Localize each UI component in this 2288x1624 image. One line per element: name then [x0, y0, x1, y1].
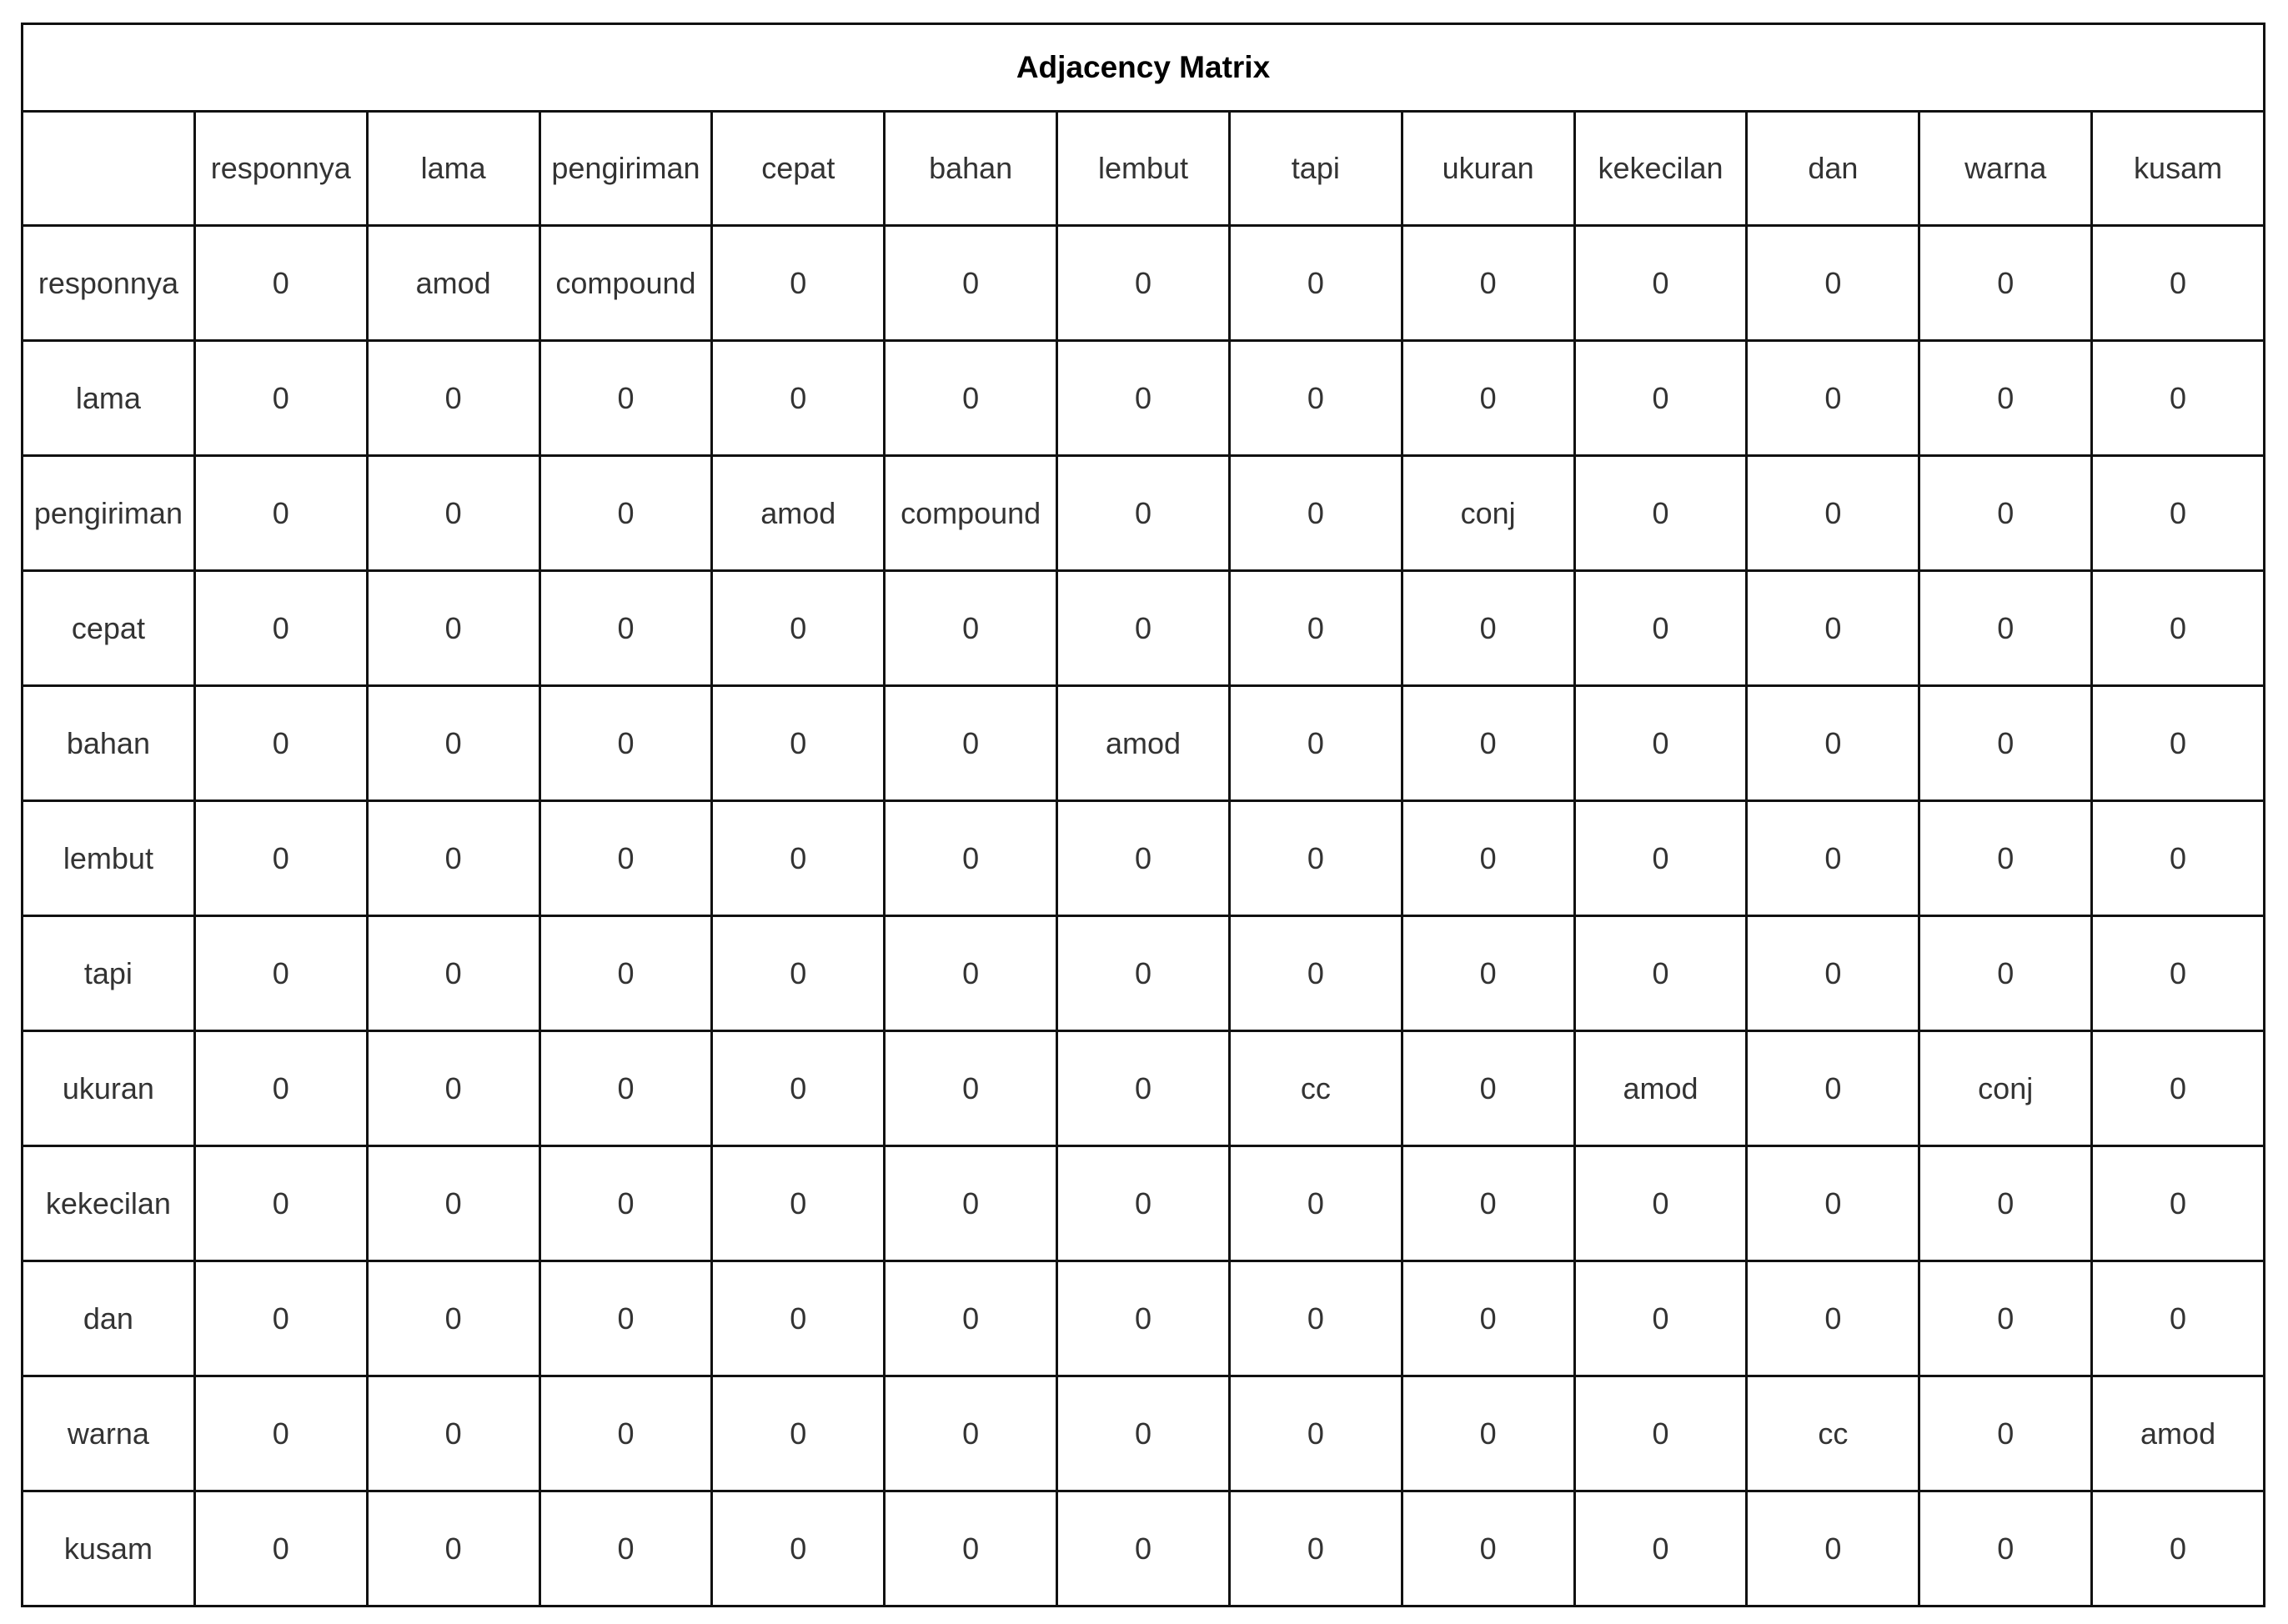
matrix-cell: 0 — [1229, 1491, 1402, 1606]
matrix-cell: amod — [2092, 1376, 2265, 1491]
matrix-cell: 0 — [194, 1031, 367, 1146]
column-header: lembut — [1057, 112, 1230, 226]
matrix-cell: 0 — [1229, 686, 1402, 801]
matrix-cell: 0 — [1574, 1491, 1747, 1606]
column-header: ukuran — [1402, 112, 1574, 226]
matrix-cell: 0 — [1574, 341, 1747, 456]
matrix-cell: 0 — [712, 1376, 885, 1491]
matrix-cell: 0 — [194, 801, 367, 916]
matrix-cell: 0 — [367, 916, 539, 1031]
matrix-cell: 0 — [1747, 571, 1919, 686]
matrix-cell: compound — [539, 226, 712, 341]
matrix-cell: 0 — [1057, 1261, 1230, 1376]
matrix-cell: 0 — [712, 1031, 885, 1146]
matrix-cell: 0 — [1574, 571, 1747, 686]
matrix-cell: 0 — [1229, 801, 1402, 916]
matrix-cell: 0 — [885, 1491, 1057, 1606]
matrix-cell: 0 — [885, 801, 1057, 916]
column-header: bahan — [885, 112, 1057, 226]
column-header: warna — [1919, 112, 2092, 226]
matrix-cell: 0 — [2092, 571, 2265, 686]
matrix-cell: 0 — [539, 1261, 712, 1376]
matrix-cell: 0 — [194, 1261, 367, 1376]
matrix-cell: 0 — [194, 456, 367, 571]
matrix-cell: 0 — [712, 226, 885, 341]
matrix-cell: 0 — [367, 571, 539, 686]
matrix-cell: 0 — [885, 226, 1057, 341]
matrix-cell: 0 — [2092, 226, 2265, 341]
matrix-cell: 0 — [1057, 1146, 1230, 1261]
matrix-cell: 0 — [885, 686, 1057, 801]
matrix-cell: 0 — [367, 1261, 539, 1376]
matrix-cell: 0 — [194, 1491, 367, 1606]
matrix-cell: 0 — [1057, 1491, 1230, 1606]
matrix-cell: 0 — [1229, 456, 1402, 571]
row-header: ukuran — [23, 1031, 195, 1146]
matrix-cell: 0 — [1229, 226, 1402, 341]
matrix-cell: 0 — [1229, 1376, 1402, 1491]
matrix-cell: 0 — [1747, 686, 1919, 801]
matrix-cell: 0 — [885, 571, 1057, 686]
matrix-cell: 0 — [1747, 1146, 1919, 1261]
table-row — [23, 571, 2265, 686]
matrix-cell: 0 — [1402, 226, 1574, 341]
matrix-cell: 0 — [194, 571, 367, 686]
matrix-cell: 0 — [712, 686, 885, 801]
column-header: dan — [1747, 112, 1919, 226]
column-header: kusam — [2092, 112, 2265, 226]
matrix-cell: 0 — [2092, 341, 2265, 456]
column-header-row — [23, 112, 2265, 226]
column-header: lama — [367, 112, 539, 226]
matrix-cell: 0 — [2092, 686, 2265, 801]
matrix-cell: 0 — [367, 1031, 539, 1146]
matrix-cell: 0 — [194, 1146, 367, 1261]
matrix-cell: cc — [1229, 1031, 1402, 1146]
column-header: tapi — [1229, 112, 1402, 226]
matrix-cell: 0 — [885, 1261, 1057, 1376]
matrix-cell: 0 — [539, 1031, 712, 1146]
matrix-cell: 0 — [539, 571, 712, 686]
matrix-cell: 0 — [2092, 916, 2265, 1031]
table-row — [23, 686, 2265, 801]
column-header: kekecilan — [1574, 112, 1747, 226]
matrix-cell: 0 — [2092, 456, 2265, 571]
column-header: pengiriman — [539, 112, 712, 226]
matrix-cell: 0 — [1919, 226, 2092, 341]
matrix-cell: amod — [712, 456, 885, 571]
matrix-cell: 0 — [1057, 801, 1230, 916]
matrix-cell: 0 — [367, 686, 539, 801]
matrix-cell: 0 — [1574, 456, 1747, 571]
matrix-cell: 0 — [1574, 226, 1747, 341]
matrix-cell: 0 — [1402, 571, 1574, 686]
matrix-cell: amod — [367, 226, 539, 341]
row-header: lembut — [23, 801, 195, 916]
matrix-cell: 0 — [885, 1376, 1057, 1491]
row-header: tapi — [23, 916, 195, 1031]
matrix-cell: 0 — [539, 801, 712, 916]
matrix-cell: 0 — [1057, 226, 1230, 341]
table-row — [23, 226, 2265, 341]
matrix-cell: 0 — [367, 1491, 539, 1606]
adjacency-matrix-table — [21, 23, 2265, 1607]
matrix-cell: 0 — [194, 916, 367, 1031]
matrix-cell: 0 — [539, 341, 712, 456]
matrix-cell: 0 — [2092, 1031, 2265, 1146]
matrix-cell: 0 — [1747, 226, 1919, 341]
matrix-cell: 0 — [1229, 341, 1402, 456]
matrix-cell: 0 — [1747, 801, 1919, 916]
matrix-cell: 0 — [1057, 1376, 1230, 1491]
matrix-cell: 0 — [539, 1146, 712, 1261]
matrix-cell: 0 — [1919, 1261, 2092, 1376]
matrix-cell: 0 — [1402, 1261, 1574, 1376]
matrix-cell: cc — [1747, 1376, 1919, 1491]
matrix-cell: 0 — [194, 341, 367, 456]
table-row — [23, 1376, 2265, 1491]
matrix-cell: 0 — [885, 1146, 1057, 1261]
matrix-cell: 0 — [367, 341, 539, 456]
matrix-cell: 0 — [1747, 1031, 1919, 1146]
matrix-cell: 0 — [1574, 1261, 1747, 1376]
matrix-cell: 0 — [2092, 1146, 2265, 1261]
matrix-cell: 0 — [367, 1146, 539, 1261]
matrix-cell: 0 — [712, 801, 885, 916]
table-row — [23, 1031, 2265, 1146]
matrix-cell: 0 — [367, 801, 539, 916]
row-header: warna — [23, 1376, 195, 1491]
row-header: pengiriman — [23, 456, 195, 571]
matrix-cell: 0 — [1402, 686, 1574, 801]
matrix-cell: 0 — [1402, 1146, 1574, 1261]
matrix-cell: 0 — [2092, 1491, 2265, 1606]
matrix-cell: 0 — [1402, 1031, 1574, 1146]
matrix-cell: 0 — [1919, 1146, 2092, 1261]
table-row — [23, 341, 2265, 456]
matrix-cell: 0 — [2092, 801, 2265, 916]
matrix-cell: 0 — [1747, 341, 1919, 456]
column-header: cepat — [712, 112, 885, 226]
matrix-cell: 0 — [1057, 916, 1230, 1031]
matrix-cell: 0 — [712, 1146, 885, 1261]
matrix-cell: amod — [1574, 1031, 1747, 1146]
matrix-cell: 0 — [712, 341, 885, 456]
matrix-cell: 0 — [1574, 916, 1747, 1031]
matrix-cell: 0 — [367, 456, 539, 571]
matrix-title: Adjacency Matrix — [23, 24, 2265, 112]
matrix-cell: 0 — [712, 916, 885, 1031]
matrix-cell: 0 — [1574, 1146, 1747, 1261]
matrix-cell: 0 — [1402, 1491, 1574, 1606]
table-row — [23, 801, 2265, 916]
matrix-cell: 0 — [1574, 1376, 1747, 1491]
matrix-cell: 0 — [194, 686, 367, 801]
matrix-cell: 0 — [539, 1376, 712, 1491]
matrix-cell: 0 — [1402, 801, 1574, 916]
matrix-cell: 0 — [1919, 686, 2092, 801]
matrix-cell: 0 — [1747, 456, 1919, 571]
matrix-cell: 0 — [1747, 916, 1919, 1031]
matrix-cell: 0 — [712, 571, 885, 686]
row-header: cepat — [23, 571, 195, 686]
row-header: kusam — [23, 1491, 195, 1606]
matrix-cell: 0 — [1229, 1146, 1402, 1261]
matrix-cell: 0 — [1919, 341, 2092, 456]
matrix-cell: 0 — [539, 916, 712, 1031]
matrix-cell: 0 — [539, 686, 712, 801]
matrix-cell: 0 — [194, 1376, 367, 1491]
matrix-cell: 0 — [885, 341, 1057, 456]
row-header: kekecilan — [23, 1146, 195, 1261]
row-header: dan — [23, 1261, 195, 1376]
matrix-cell: 0 — [1057, 456, 1230, 571]
table-row — [23, 1491, 2265, 1606]
row-header: bahan — [23, 686, 195, 801]
matrix-cell: 0 — [194, 226, 367, 341]
title-row — [23, 24, 2265, 112]
column-header: responnya — [194, 112, 367, 226]
matrix-cell: 0 — [1919, 571, 2092, 686]
matrix-cell: 0 — [1057, 341, 1230, 456]
matrix-cell: 0 — [1229, 1261, 1402, 1376]
matrix-cell: compound — [885, 456, 1057, 571]
matrix-cell: 0 — [1057, 571, 1230, 686]
matrix-cell: 0 — [1747, 1491, 1919, 1606]
matrix-cell: 0 — [1574, 686, 1747, 801]
matrix-cell: 0 — [885, 916, 1057, 1031]
matrix-cell: 0 — [712, 1491, 885, 1606]
table-row — [23, 916, 2265, 1031]
matrix-cell: 0 — [1057, 1031, 1230, 1146]
corner-cell — [23, 112, 195, 226]
matrix-cell: conj — [1402, 456, 1574, 571]
matrix-cell: 0 — [885, 1031, 1057, 1146]
matrix-cell: 0 — [367, 1376, 539, 1491]
matrix-cell: 0 — [1402, 1376, 1574, 1491]
matrix-cell: conj — [1919, 1031, 2092, 1146]
matrix-cell: 0 — [1747, 1261, 1919, 1376]
row-header: lama — [23, 341, 195, 456]
table-row — [23, 456, 2265, 571]
matrix-cell: 0 — [1229, 571, 1402, 686]
matrix-cell: 0 — [1919, 801, 2092, 916]
table-row — [23, 1261, 2265, 1376]
matrix-cell: 0 — [712, 1261, 885, 1376]
matrix-cell: 0 — [1402, 341, 1574, 456]
matrix-cell: 0 — [539, 1491, 712, 1606]
matrix-cell: amod — [1057, 686, 1230, 801]
matrix-cell: 0 — [1919, 1491, 2092, 1606]
matrix-cell: 0 — [1229, 916, 1402, 1031]
row-header: responnya — [23, 226, 195, 341]
matrix-cell: 0 — [1574, 801, 1747, 916]
matrix-cell: 0 — [2092, 1261, 2265, 1376]
matrix-cell: 0 — [1919, 1376, 2092, 1491]
table-row — [23, 1146, 2265, 1261]
matrix-cell: 0 — [1402, 916, 1574, 1031]
matrix-cell: 0 — [1919, 456, 2092, 571]
matrix-cell: 0 — [539, 456, 712, 571]
matrix-cell: 0 — [1919, 916, 2092, 1031]
